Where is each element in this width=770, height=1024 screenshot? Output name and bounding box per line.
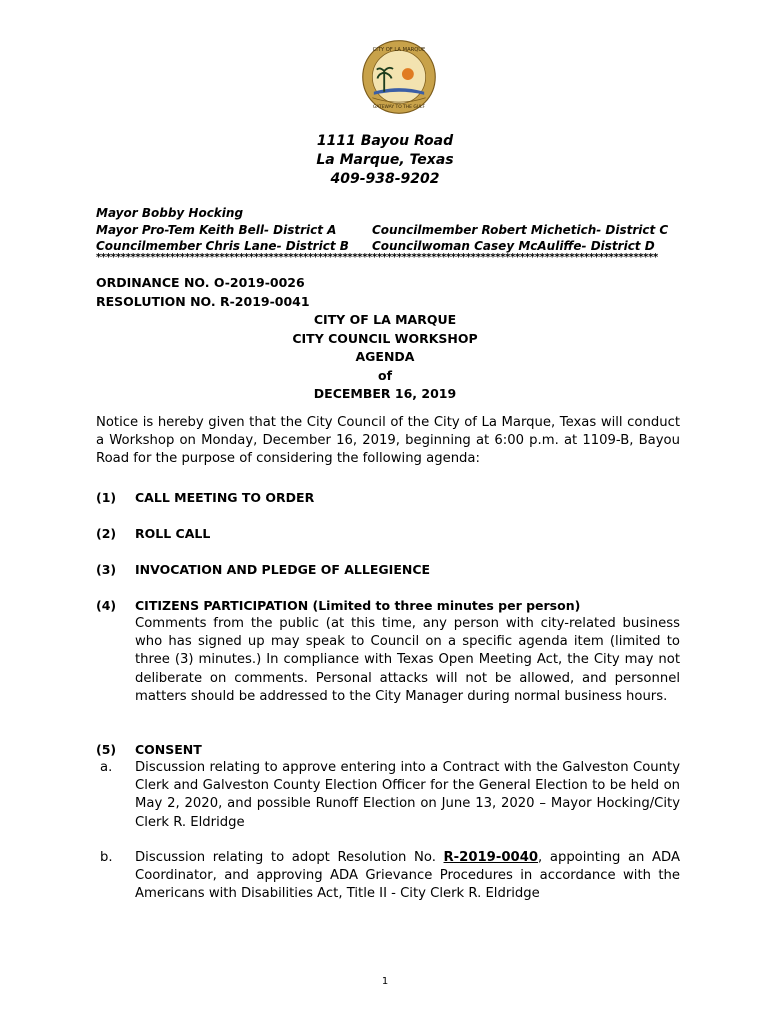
text-after: , appointing an ADA Coordinator, and approving ADA Grievance Procedures in accordance with the Americans with Disabilities Act, Title II - City Clerk R. Eldridge — [135, 850, 680, 902]
official-district-d: Councilwoman Casey McAuliffe- District D — [372, 239, 655, 253]
sub-item-letter: b. — [100, 850, 113, 865]
address-line-2: La Marque, Texas — [316, 152, 454, 168]
title-of: of — [377, 367, 393, 383]
agenda-title-block — [0, 311, 770, 404]
address-line-1: 1111 Bayou Road — [316, 133, 454, 149]
item-heading: INVOCATION AND PLEDGE OF ALLEGIENCE — [135, 562, 431, 577]
item-heading: CALL MEETING TO ORDER — [135, 490, 315, 505]
sub-item-text — [135, 849, 680, 904]
item-number: (1) — [96, 490, 117, 505]
item-heading: CONSENT — [135, 742, 202, 757]
seal-bottom-text: GATEWAY TO THE GULF — [372, 105, 426, 111]
item-number: (5) — [96, 742, 117, 757]
item-number: (4) — [96, 598, 117, 613]
official-district-c: Councilmember Robert Michetich- District C — [372, 222, 669, 237]
title-workshop: CITY COUNCIL WORKSHOP — [292, 330, 478, 346]
resolution-number: RESOLUTION NO. R-2019-0041 — [96, 294, 310, 309]
item-description: Comments from the public (at this time, any person with city-related business who has signed up may speak to Council on a specific agenda item (limited to three (3) minutes.) In compliance with Texas Open Meeting Act, the City may not deliberate on comments. Personal attacks will not be allowed, and personnel matters should be addressed to the City Manager during normal business hours. — [135, 616, 680, 704]
sub-item-letter: a. — [100, 760, 113, 775]
item-number: (2) — [96, 526, 117, 541]
title-date: DECEMBER 16, 2019 — [313, 386, 457, 401]
item-number: (3) — [96, 562, 117, 577]
mayor-name: Mayor Bobby Hocking — [96, 206, 244, 220]
resolution-reference: R-2019-0040 — [443, 850, 539, 865]
item-heading: ROLL CALL — [135, 526, 211, 541]
seal-top-text: CITY OF LA MARQUE — [372, 47, 426, 54]
asterisk-divider: ****************************************************************************************************************** — [96, 252, 658, 263]
text-before: Discussion relating to adopt Resolution No. — [135, 850, 444, 865]
sub-item-text: Discussion relating to approve entering into a Contract with the Galveston County Clerk and Galveston County Election Officer for the General Election to be held on May 2, 2020, and possible Runoff Election on June 13, 2020 – Mayor Hocking/City Clerk R. Eldridge — [135, 760, 680, 830]
officials-list — [96, 205, 668, 255]
ordinance-number: ORDINANCE NO. O-2019-0026 — [96, 275, 305, 290]
official-district-b: Councilmember Chris Lane- District B — [96, 239, 349, 253]
official-mayor-pro-tem: Mayor Pro-Tem Keith Bell- District A — [96, 222, 337, 237]
ordinance-resolution-block — [96, 273, 310, 311]
title-city: CITY OF LA MARQUE — [313, 312, 457, 327]
city-seal-logo — [362, 40, 436, 114]
phone-number: 409-938-9202 — [330, 171, 440, 187]
notice-paragraph: Notice is hereby given that the City Council of the City of La Marque, Texas will conduct a Workshop on Monday, December 16, 2019, beginning at 6:00 p.m. at 1109-B, Bayou Road for the purpose of considering the following agenda: — [96, 415, 680, 467]
title-agenda: AGENDA — [355, 349, 415, 364]
item-heading: CITIZENS PARTICIPATION (Limited to three minutes per person) — [135, 598, 581, 613]
page-number: 1 — [381, 976, 389, 987]
